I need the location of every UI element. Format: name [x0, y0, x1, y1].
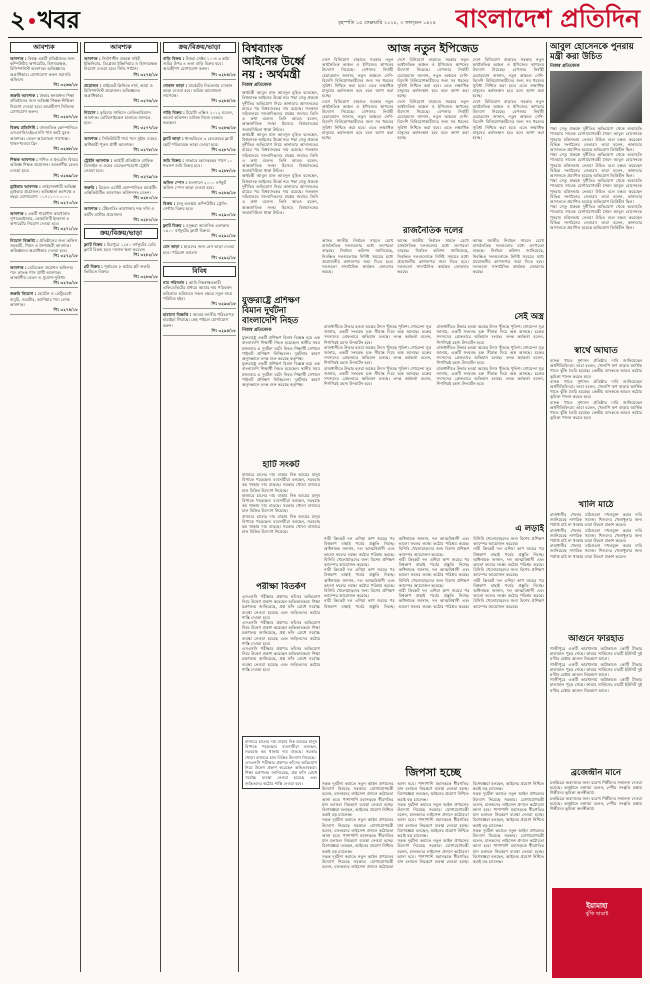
classified-ad-code: পি: ৩২৮৪/১৮ — [211, 71, 236, 77]
classified-ads-list — [84, 242, 158, 282]
classified-ad — [84, 158, 158, 182]
story-headline: পরীক্ষা বিতর্কণ — [256, 582, 306, 592]
story-body: রাজধানীর খেলার মাঠগুলো দখলমুক্ত করার দাবি জানিয়েছে নাগরিক সমাজ। শিশুদের খেলাধুলার জন্য পর্যাপ্ত মাঠ না থাকায় তারা উদ্বেগ প্রকাশ করেন। — [550, 512, 642, 528]
story-us-plane — [242, 296, 320, 456]
classified-ad-body: লাইসেন্সধারী অভিজ্ঞ ড্রাইভার প্রয়োজন। অভিজ্ঞতা কমপক্ষে ৫ বছর। যোগাযোগ: ০১৭১১-০০০০০০ — [10, 184, 76, 200]
story-headline: এ লড়াই — [515, 524, 544, 534]
section-name: খবর — [37, 5, 80, 34]
classified-ad-code: পি: ৩২৯০/১৮ — [211, 211, 236, 217]
advert-subtitle: ঝুঁকি ছাড়াই — [585, 911, 609, 917]
classified-ads-list — [84, 56, 158, 225]
issue-date: ১৫ ফেব্রুয়ারি ২০১৮, ৩ ফাল্গুন ১৪২৪ — [355, 20, 436, 26]
story-body: আসন্ন জাতীয় নির্বাচন সামনে রেখে রাজনৈতিক দলগুলোর মধ্যে তৎপরতা বাড়ছে। নির্বাচন কমিশন জানিয়েছে, নিবন্ধিত দলগুলোকে নির্দিষ্ট সময়ের মধ্যে প্রয়োজনীয় কাগজপত্র জমা দিতে হবে। দলগুলো সাংগঠনিক কার্যক্রম জোরদার করছে। — [397, 238, 469, 275]
classifieds-subheader: ক্রয়/বিক্রয়/ভাড়া — [84, 228, 158, 239]
story-body: সড়ক দুর্ঘটনা কমাতে নতুন আইন প্রণয়নের উদ্যোগ নিয়েছে সরকার। যোগাযোগমন্ত্রী বলেন, চালকদের লাইসেন্স প্রদানে কঠোরতা আনা হবে। পাশাপাশি মহাসড়কে ধীরগতির যান চলাচল নিয়ন্ত্রণে ব্যবস্থা নেওয়া হচ্ছে। বিশেষজ্ঞরা বলছেন, আইনের প্রয়োগ নিশ্চিত করাই বড় চ্যালেঞ্জ। — [472, 791, 544, 828]
classified-ad-body: গণিত ও ইংরেজি বিষয়ে অভিজ্ঞ শিক্ষক প্রয়োজন। আকর্ষণীয় বেতন দেওয়া হবে। — [10, 157, 78, 173]
classified-ad-title: বিক্রয় : — [163, 201, 176, 207]
classified-ad — [163, 223, 236, 242]
classified-ad-title: নিয়োগ : — [84, 109, 99, 115]
story-body: ব্যাংক খাতে সুশাসন প্রতিষ্ঠার দাবি জানিয়েছেন অর্থনীতিবিদরা। তারা বলেন, খেলাপি ঋণ বাড়ায় আর্থিক খাতে ঝুঁকি তৈরি হয়েছে। কেন্দ্রীয় ব্যাংককে আরও কঠোর ভূমিকা পালন করতে হবে। — [550, 399, 642, 421]
classified-ad-code: পি: ৩২৯৩/১৮ — [211, 300, 236, 306]
classified-ad-title: অফিস স্পেস : — [163, 179, 187, 185]
classified-ads-list — [10, 56, 78, 315]
classifieds-header: আবশ্যক — [10, 42, 78, 53]
classified-ad — [163, 201, 236, 220]
classifieds-subheader: বিবিধ — [163, 266, 236, 277]
classified-ad-body: আমার জাতীয় পরিচয়পত্র হারাইয়া গিয়াছে। কেহ পাইলে যোগাযোগ করুন। — [163, 312, 234, 328]
story-body: পদ্মা সেতু প্রকল্পে দুর্নীতির অভিযোগ থেকে অব্যাহতি পাওয়ায় সাবেক যোগাযোগমন্ত্রী সৈয়দ আবুল হোসেনকে পুনরায় মন্ত্রিসভায় নেওয়া উচিত বলে মন্তব্য করেছেন বিভিন্ন সংগঠনের নেতারা। তারা বলেন, কানাডার আদালতে প্রমাণিত হয়েছে অভিযোগ ভিত্তিহীন ছিল। — [550, 204, 642, 231]
classifieds-column-2 — [84, 42, 158, 976]
story-body: গাজীপুরে একটি কারখানায় অগ্নিকাণ্ডে কোটি টাকার মালামাল পুড়ে গেছে। ফায়ার সার্ভিসের চারটি ইউনিট দুই ঘণ্টার চেষ্টায় আগুন নিয়ন্ত্রণে আনে। — [550, 646, 642, 662]
classified-ad-code: পি: ৩২৯৪/১৮ — [211, 327, 236, 333]
classified-ad-body: উত্তরা সেক্টর ১০-এ ৩ কাঠা জমির উপর ৪ তলা বাড়ি বিক্রয় হবে। আগ্রহীগণ যোগাযোগ করুন। — [163, 56, 230, 72]
classified-ad — [84, 83, 158, 107]
classified-ad — [10, 184, 78, 208]
yamaha-advert[interactable] — [552, 888, 642, 978]
classified-ad — [84, 136, 158, 155]
story-byline: নিজস্ব প্রতিবেদক — [242, 83, 272, 88]
story-body: নারী ক্রিকেট দল এশিয়া কাপ জয়ের পর বিশ্বকাপ বাছাই পর্বের প্রস্তুতি নিচ্ছে। অধিনায়ক জানান, দল আত্মবিশ্বাসী এবং ভালো ফলের লক্ষ্যে কঠোর পরিশ্রম করছে। বিসিবি খেলোয়াড়দের জন্য বিশেষ প্রশিক্ষণ ক্যাম্পের আয়োজন করেছে। — [324, 536, 395, 568]
story-worldbank — [242, 42, 318, 292]
classified-ad-title: প্লট বিক্রয় : — [84, 263, 103, 269]
story-headline: যুক্তরাষ্ট্রে প্রশিক্ষণ বিমান দুর্ঘটনা বাংলাদেশি নিহত — [242, 296, 300, 326]
classified-ad-title: ফ্ল্যাট বিক্রয় : — [84, 242, 106, 248]
story-body: দেশে বিনিয়োগ বাড়াতে সরকার নতুন অর্থনৈতিক অঞ্চল ও ইপিজেড স্থাপনের উদ্যোগ নিয়েছে। বেপজার নির্বাহী চেয়ারম্যান জানান, নতুন অঞ্চলে দেশি-বিদেশি বিনিয়োগকারীদের জন্য সব ধরনের সুবিধা নিশ্চিত করা হবে। এতে লক্ষাধিক মানুষের কর্মসংস্থান হবে বলে আশা করা হচ্ছে। — [472, 98, 544, 141]
classified-ad-body: বসুন্ধরা আবাসিক এলাকায় ১৬০০ বর্গফুটের ফ্ল্যাট বিক্রয়। — [163, 222, 229, 234]
story-body: সড়ক দুর্ঘটনা কমাতে নতুন আইন প্রণয়নের উদ্যোগ নিয়েছে সরকার। যোগাযোগমন্ত্রী বলেন, চালকদের লাইসেন্স প্রদানে কঠোরতা আনা হবে। পাশাপাশি মহাসড়কে ধীরগতির যান চলাচল নিয়ন্ত্রণে ব্যবস্থা নেওয়া হচ্ছে। বিশেষজ্ঞরা বলছেন, আইনের প্রয়োগ নিশ্চিত করাই বড় চ্যালেঞ্জ। — [472, 827, 544, 865]
classified-ad-code: পি: ৩২৭৮/১৮ — [133, 146, 158, 152]
story-body: সড়ক দুর্ঘটনা কমাতে নতুন আইন প্রণয়নের উদ্যোগ নিয়েছে সরকার। যোগাযোগমন্ত্রী বলেন, চালকদের লাইসেন্স প্রদানে কঠোরতা আনা হবে। পাশাপাশি মহাসড়কে ধীরগতির যান চলাচল নিয়ন্ত্রণে ব্যবস্থা নেওয়া হচ্ছে। বিশেষজ্ঞরা বলছেন, আইনের প্রয়োগ নিশ্চিত করাই বড় চ্যালেঞ্জ। — [397, 801, 469, 839]
story-headline: আবুল হোসেনকে পুনরায় মন্ত্রী করা উচিত — [550, 42, 634, 62]
classified-ads-list — [163, 56, 236, 263]
classified-ad-code: পি: ৩২৯১/১৮ — [211, 233, 236, 239]
story-crisis — [242, 460, 320, 578]
story-body: পদ্মা সেতু প্রকল্পে দুর্নীতির অভিযোগ থেকে অব্যাহতি পাওয়ায় সাবেক যোগাযোগমন্ত্রী সৈয়দ আবুল হোসেনকে পুনরায় মন্ত্রিসভায় নেওয়া উচিত বলে মন্তব্য করেছেন বিভিন্ন সংগঠনের নেতারা। তারা বলেন, কানাডার আদালতে প্রমাণিত হয়েছে অভিযোগ ভিত্তিহীন ছিল। — [550, 126, 642, 153]
story-body: রাজধানীর খেলার মাঠগুলো দখলমুক্ত করার দাবি জানিয়েছে নাগরিক সমাজ। শিশুদের খেলাধুলার জন্য পর্যাপ্ত মাঠ না থাকায় তারা উদ্বেগ প্রকাশ করেন। — [550, 543, 642, 559]
story-headline: সেই অস্ত্র — [514, 312, 544, 322]
classified-ad-body: রিয়েল এস্টেট কোম্পানিতে মার্কেটিং এক্সিকিউটিভ আবশ্যক। কমিশনসহ বেতন। — [84, 184, 157, 196]
story-honour — [550, 768, 642, 884]
column-divider — [80, 42, 81, 972]
classified-ad-code: পি: ৩২৭৭/১৮ — [133, 125, 158, 131]
story-body: গাজীপুরে একটি কারখানায় অগ্নিকাণ্ডে কোটি টাকার মালামাল পুড়ে গেছে। ফায়ার সার্ভিসের চারটি ইউনিট দুই ঘণ্টার চেষ্টায় আগুন নিয়ন্ত্রণে আনে। — [550, 677, 642, 693]
classified-ad — [84, 110, 158, 134]
classified-ad-code: পি: ৩২৬৮/১৮ — [53, 146, 78, 152]
column-divider — [238, 42, 239, 972]
story-body: রাজধানীতে উদ্ধার হওয়া অস্ত্রের উৎস খুঁজছে পুলিশ। গোয়েন্দা সূত্র জানায়, একটি সংঘবদ্ধ চক্র সীমান্ত দিয়ে অস্ত্র আনছে। চক্রের সদস্যদের গ্রেফতারে অভিযান চলছে। তদন্ত কর্মকর্তা বলেন, শিগগিরই রহস্য উদঘাটন হবে। — [436, 324, 544, 345]
classified-ad-title: ড্রাইভার আবশ্যক : — [10, 184, 41, 190]
classified-ad-code: পি: ৩২৮৩/১৮ — [133, 274, 158, 280]
classified-ad — [10, 56, 78, 90]
story-body: নারী ক্রিকেট দল এশিয়া কাপ জয়ের পর বিশ্বকাপ বাছাই পর্বের প্রস্তুতি নিচ্ছে। অধিনায়ক জানান, দল আত্মবিশ্বাসী এবং ভালো ফলের লক্ষ্যে কঠোর পরিশ্রম করছে। বিসিবি খেলোয়াড়দের জন্য বিশেষ প্রশিক্ষণ ক্যাম্পের আয়োজন করেছে। — [473, 546, 544, 578]
story-body: অর্থমন্ত্রী আবুল মাল আবদুল মুহিত বলেছেন, বিশ্বব্যাংক আইনের উর্ধ্বে নয়। পদ্মা সেতু প্রকল্পে দুর্নীতির অভিযোগ নিয়ে কানাডার আদালতের রায়ের পর বিশ্বব্যাংকের দায় রয়েছে। গতকাল সচিবালয়ে সাংবাদিকদের প্রশ্নের জবাবে তিনি এ কথা বলেন। তিনি আরও বলেন, আন্তর্জাতিক সংস্থা হিসেবে বিশ্বব্যাংকের জবাবদিহিতা থাকা উচিত। — [242, 173, 318, 215]
story-body: বাজারে চালের দাম বাড়ায় নিম্ন আয়ের মানুষ বিপাকে পড়েছেন। ব্যবসায়ীরা বলছেন, সরবরাহ কম থাকায় দাম বাড়ছে। সরকার খোলা বাজারে চাল বিক্রির উদ্যোগ নিয়েছে। — [242, 472, 320, 493]
story-interest — [550, 346, 642, 496]
classified-ad-code: পি: ৩২৭২/১৮ — [53, 253, 78, 259]
story-abul-hossain — [550, 42, 642, 342]
classified-ad-title: আবশ্যক : — [10, 56, 27, 61]
story-body: যুক্তরাষ্ট্রে একটি প্রশিক্ষণ বিমান বিধ্বস্ত হয়ে এক বাংলাদেশি শিক্ষার্থী নিহত হয়েছেন। স্থানীয় সময় মঙ্গলবার এ দুর্ঘটনা ঘটে। নিহত শিক্ষার্থী সেখানে পাইলট প্রশিক্ষণ নিচ্ছিলেন। দুর্ঘটনার কারণ অনুসন্ধানে তদন্ত শুরু করেছে কর্তৃপক্ষ। — [242, 361, 320, 388]
story-body: দেশে বিনিয়োগ বাড়াতে সরকার নতুন অর্থনৈতিক অঞ্চল ও ইপিজেড স্থাপনের উদ্যোগ নিয়েছে। বেপজার নির্বাহী চেয়ারম্যান জানান, নতুন অঞ্চলে দেশি-বিদেশি বিনিয়োগকারীদের জন্য সব ধরনের সুবিধা নিশ্চিত করা হবে। এতে লক্ষাধিক মানুষের কর্মসংস্থান হবে বলে আশা করা হচ্ছে। — [472, 57, 544, 99]
classified-ad — [10, 211, 78, 235]
story-body: নারী ক্রিকেট দল এশিয়া কাপ জয়ের পর বিশ্বকাপ বাছাই পর্বের প্রস্তুতি নিচ্ছে। অধিনায়ক জানান, দল আত্মবিশ্বাসী এবং ভালো ফলের লক্ষ্যে কঠোর পরিশ্রম করছে। বিসিবি খেলোয়াড়দের জন্য বিশেষ প্রশিক্ষণ ক্যাম্পের আয়োজন করেছে। — [324, 536, 470, 609]
story-body: নারী ক্রিকেট দল এশিয়া কাপ জয়ের পর বিশ্বকাপ বাছাই পর্বের প্রস্তুতি নিচ্ছে। অধিনায়ক জানান, দল আত্মবিশ্বাসী এবং ভালো ফলের লক্ষ্যে কঠোর পরিশ্রম করছে। বিসিবি খেলোয়াড়দের জন্য বিশেষ প্রশিক্ষণ ক্যাম্পের আয়োজন করেছে। — [473, 577, 544, 609]
classified-ad — [10, 157, 78, 181]
story-headline: বিশ্বব্যাংক আইনের উর্ধ্বে নয় : অর্থমন্ত্রী — [242, 42, 305, 81]
classified-ad-title: জরুরি নিয়োগ : — [10, 291, 37, 297]
classified-ad-title: ট্রেইনি আবশ্যক : — [84, 158, 113, 164]
classified-ad-body: পূর্বাচলে ৫ কাঠার প্লট জরুরি ভিত্তিতে বিক্রয়। — [84, 263, 151, 274]
classified-ad-body: গুলশানে ২০০০ বর্গফুট অফিস স্পেস ভাড়া দেওয়া হবে। — [163, 179, 227, 190]
classified-ad-code: পি: ৩২৮২/১৮ — [133, 252, 158, 258]
story-body: চলচ্চিত্রে অবদানের জন্য বরেণ্য শিল্পীদের সম্মাননা দেওয়া হয়েছে। অনুষ্ঠানে বক্তারা বলেন, দেশীয় সংস্কৃতি রক্ষায় শিল্পীদের ভূমিকা অনস্বীকার্য। — [550, 795, 642, 812]
classified-ad-title: জমি বিক্রয় : — [163, 158, 184, 164]
classifieds-header: ক্রয়/বিক্রয়/ভাড়া — [163, 42, 236, 53]
classifieds-column-1 — [10, 42, 78, 976]
classified-ad — [163, 136, 236, 155]
classified-ad-body: ছাত্রদের জন্য মেস ভাড়া দেওয়া হবে। পরিবেশ ভালো। — [163, 244, 235, 255]
story-body: অর্থমন্ত্রী আবুল মাল আবদুল মুহিত বলেছেন, বিশ্বব্যাংক আইনের উর্ধ্বে নয়। পদ্মা সেতু প্রকল্পে দুর্নীতির অভিযোগ নিয়ে কানাডার আদালতের রায়ের পর বিশ্বব্যাংকের দায় রয়েছে। গতকাল সচিবালয়ে সাংবাদিকদের প্রশ্নের জবাবে তিনি এ কথা বলেন। তিনি আরও বলেন, আন্তর্জাতিক সংস্থা হিসেবে বিশ্বব্যাংকের জবাবদিহিতা থাকা উচিত। — [242, 131, 318, 174]
separator-dot-icon — [29, 18, 35, 24]
story-body: সড়ক দুর্ঘটনা কমাতে নতুন আইন প্রণয়নের উদ্যোগ নিয়েছে সরকার। যোগাযোগমন্ত্রী বলেন, চালকদের লাইসেন্স প্রদানে কঠোরতা আনা হবে। পাশাপাশি মহাসড়কে ধীরগতির যান চলাচল নিয়ন্ত্রণে ব্যবস্থা নেওয়া হচ্ছে। বিশেষজ্ঞরা বলছেন, আইনের প্রয়োগ নিশ্চিত করাই বড় চ্যালেঞ্জ। — [322, 781, 469, 870]
classified-ad — [84, 206, 158, 225]
classified-ad-code: পি: ৩২৮১/১৮ — [133, 216, 158, 222]
classified-ad-title: জরুরি : — [84, 184, 98, 190]
page-number-value: ২ — [10, 5, 26, 34]
classified-ad-title: নিয়োগ বিজ্ঞপ্তি : — [10, 237, 38, 243]
classified-ad-title: দোকান ভাড়া : — [163, 82, 188, 88]
classified-ad-code: পি: ৩২৭৪/১৮ — [53, 306, 78, 312]
story-body: দেশে বিনিয়োগ বাড়াতে সরকার নতুন অর্থনৈতিক অঞ্চল ও ইপিজেড স্থাপনের উদ্যোগ নিয়েছে। বেপজার নির্বাহী চেয়ারম্যান জানান, নতুন অঞ্চলে দেশি-বিদেশি বিনিয়োগকারীদের জন্য সব ধরনের সুবিধা নিশ্চিত করা হবে। এতে লক্ষাধিক মানুষের কর্মসংস্থান হবে বলে আশা করা হচ্ছে। — [322, 98, 394, 141]
classified-ad-title: আবশ্যক : — [84, 136, 101, 142]
story-road-law — [242, 766, 544, 976]
classified-ad-body: একটি গার্মেন্টস কারখানায় সুপারভাইজার, কোয়ালিটি ইনচার্জ ও অপারেটর নিয়োগ দেওয়া হবে। — [10, 210, 70, 227]
story-body: এসএসসি পরীক্ষার প্রশ্নপত্র ফাঁসের অভিযোগ নিয়ে উদ্বেগ প্রকাশ করেছেন অভিভাবকরা। শিক্ষা মন্ত্রণালয় জানিয়েছে, প্রশ্ন ফাঁস রোধে সর্বোচ্চ ব্যবস্থা নেওয়া হয়েছে এবং জড়িতদের কঠোর শাস্তি দেওয়া হবে। — [242, 620, 320, 646]
story-body: নারী ক্রিকেট দল এশিয়া কাপ জয়ের পর বিশ্বকাপ বাছাই পর্বের প্রস্তুতি নিচ্ছে। অধিনায়ক জানান, দল আত্মবিশ্বাসী এবং ভালো ফলের লক্ষ্যে কঠোর পরিশ্রম করছে। বিসিবি খেলোয়াড়দের জন্য বিশেষ প্রশিক্ষণ ক্যাম্পের আয়োজন করেছে। — [398, 556, 470, 588]
classified-ad-code: পি: ৩২৭৩/১৮ — [53, 280, 78, 286]
dateline — [338, 20, 436, 26]
classified-ad-body: আমি নিম্নস্বাক্ষরকারী এফিডেভিটের মাধ্যমে আমার নাম পরিবর্তন করিলাম। ভবিষ্যতে সকল ক্ষেত্রে নতুন নামে পরিচিত হইব। — [163, 280, 233, 301]
classified-ad — [10, 93, 78, 122]
story-body: গাজীপুরে একটি কারখানায় অগ্নিকাণ্ডে কোটি টাকার মালামাল পুড়ে গেছে। ফায়ার সার্ভিসের চারটি ইউনিট দুই ঘণ্টার চেষ্টায় আগুন নিয়ন্ত্রণে আনে। — [550, 661, 642, 678]
story-byline: নিজস্ব প্রতিবেদক — [550, 64, 580, 69]
classified-ad-title: মেস ভাড়া : — [163, 244, 183, 250]
classified-ad-body: সাভারে মহাসড়কের পাশে ১০ শতাংশ জমি বিক্রয় হবে। — [163, 158, 233, 169]
classified-ad-code: পি: ৩২৮৬/১৮ — [211, 125, 236, 131]
story-body: পদ্মা সেতু প্রকল্পে দুর্নীতির অভিযোগ থেকে অব্যাহতি পাওয়ায় সাবেক যোগাযোগমন্ত্রী সৈয়দ আবুল হোসেনকে পুনরায় মন্ত্রিসভায় নেওয়া উচিত বলে মন্তব্য করেছেন বিভিন্ন সংগঠনের নেতারা। তারা বলেন, কানাডার আদালতে প্রমাণিত হয়েছে অভিযোগ ভিত্তিহীন ছিল। — [550, 152, 642, 179]
classified-ad-code: পি: ৩২৮৯/১৮ — [211, 190, 236, 196]
classified-ad-code: পি: ৩২৭৬/১৮ — [133, 98, 158, 104]
classified-ad-title: আবশ্যক : — [10, 210, 27, 216]
story-body: চলচ্চিত্রে অবদানের জন্য বরেণ্য শিল্পীদের সম্মাননা দেওয়া হয়েছে। অনুষ্ঠানে বক্তারা বলেন, দেশীয় সংস্কৃতি রক্ষায় শিল্পীদের ভূমিকা অনস্বীকার্য। — [550, 780, 642, 796]
classified-ad-title: বিক্রয় প্রতিনিধি : — [10, 125, 39, 131]
classified-ad-title: ফ্ল্যাট ভাড়া : — [163, 136, 184, 142]
classified-ad-code: পি: ৩২৭৯/১৮ — [133, 173, 158, 179]
classified-ad-body: ধানমন্ডিতে ৩ বেডরুমের ফ্ল্যাট ছোট পরিবারকে ভাড়া দেওয়া হবে। — [163, 136, 233, 147]
classified-ad-code: পি: ৩২৭০/১৮ — [53, 199, 78, 205]
classified-ad-body: মিরপুরে ১২৫০ বর্গফুটের রেডি ফ্ল্যাট বিক্রয় হবে। দালাল ক্ষমা করবেন। — [84, 242, 157, 253]
story-fire — [550, 634, 642, 764]
story-body: রাজধানীতে উদ্ধার হওয়া অস্ত্রের উৎস খুঁজছে পুলিশ। গোয়েন্দা সূত্র জানায়, একটি সংঘবদ্ধ চক্র সীমান্ত দিয়ে অস্ত্র আনছে। চক্রের সদস্যদের গ্রেফতারে অভিযান চলছে। তদন্ত কর্মকর্তা বলেন, শিগগিরই রহস্য উদঘাটন হবে। — [436, 344, 544, 366]
classified-ad-title: নাম পরিবর্তন : — [163, 280, 188, 286]
classified-ad-code: পি: ৩২৬৬/১৮ — [53, 82, 78, 88]
classified-ad-title: হারানো বিজ্ঞপ্তি : — [163, 312, 192, 318]
story-body: বাজারে চালের দাম বাড়ায় নিম্ন আয়ের মানুষ বিপাকে পড়েছেন। ব্যবসায়ীরা বলছেন, সরবরাহ কম থাকায় দাম বাড়ছে। সরকার খোলা বাজারে চাল বিক্রির উদ্যোগ নিয়েছে। — [245, 739, 317, 760]
classified-ad-body: ঢাকার স্বনামধন্য শিক্ষা প্রতিষ্ঠানের জন্য অভিজ্ঞ শিক্ষক-শিক্ষিকা নিয়োগ দেওয়া হবে। আগ্রহীগণ সিভিসহ যোগাযোগ করুন। — [10, 93, 75, 114]
story-body: পদ্মা সেতু প্রকল্পে দুর্নীতির অভিযোগ থেকে অব্যাহতি পাওয়ায় সাবেক যোগাযোগমন্ত্রী সৈয়দ আবুল হোসেনকে পুনরায় মন্ত্রিসভায় নেওয়া উচিত বলে মন্তব্য করেছেন বিভিন্ন সংগঠনের নেতারা। তারা বলেন, কানাডার আদালতে প্রমাণিত হয়েছে অভিযোগ ভিত্তিহীন ছিল। — [550, 178, 642, 205]
classified-ads-list — [163, 280, 236, 336]
classified-ad — [10, 291, 78, 315]
story-body: সড়ক দুর্ঘটনা কমাতে নতুন আইন প্রণয়নের উদ্যোগ নিয়েছে সরকার। যোগাযোগমন্ত্রী বলেন, চালকদের লাইসেন্স প্রদানে কঠোরতা আনা হবে। পাশাপাশি মহাসড়কে ধীরগতির যান চলাচল নিয়ন্ত্রণে ব্যবস্থা নেওয়া হচ্ছে। বিশেষজ্ঞরা বলছেন, আইনের প্রয়োগ নিশ্চিত করাই বড় চ্যালেঞ্জ। — [322, 817, 394, 854]
story-epz — [322, 42, 544, 222]
classified-ad — [163, 180, 236, 199]
story-body: যুক্তরাষ্ট্রে একটি প্রশিক্ষণ বিমান বিধ্বস্ত হয়ে এক বাংলাদেশি শিক্ষার্থী নিহত হয়েছেন। স্থানীয় সময় মঙ্গলবার এ দুর্ঘটনা ঘটে। নিহত শিক্ষার্থী সেখানে পাইলট প্রশিক্ষণ নিচ্ছিলেন। দুর্ঘটনার কারণ অনুসন্ধানে তদন্ত শুরু করেছে কর্তৃপক্ষ। — [242, 335, 320, 362]
story-body: সড়ক দুর্ঘটনা কমাতে নতুন আইন প্রণয়নের উদ্যোগ নিয়েছে সরকার। যোগাযোগমন্ত্রী বলেন, চালকদের লাইসেন্স প্রদানে কঠোরতা আনা হবে। পাশাপাশি মহাসড়কে ধীরগতির যান চলাচল নিয়ন্ত্রণে ব্যবস্থা নেওয়া হচ্ছে। বিশেষজ্ঞরা বলছেন, আইনের প্রয়োগ নিশ্চিত করাই বড় চ্যালেঞ্জ। — [322, 781, 394, 818]
story-headline: রাজনৈতিক দলের — [403, 226, 463, 236]
story-political — [322, 226, 544, 310]
classified-ad-code: পি: ৩২৭৫/১৮ — [133, 71, 158, 77]
story-body: বাজারে চালের দাম বাড়ায় নিম্ন আয়ের মানুষ বিপাকে পড়েছেন। ব্যবসায়ীরা বলছেন, সরবরাহ কম থাকায় দাম বাড়ছে। সরকার খোলা বাজারে চাল বিক্রির উদ্যোগ নিয়েছে। — [242, 513, 320, 535]
classified-ad-title: শিক্ষক আবশ্যক : — [10, 157, 38, 163]
classified-ad-title: গাড়ি বিক্রয় : — [163, 109, 185, 115]
classified-ad-title: আবশ্যক : — [84, 206, 101, 212]
news-photo — [550, 71, 642, 123]
classified-ad-body: টয়োটা এক্সিও ২০১২ মডেল, ভালো কন্ডিশন। মালিক নিজে ব্যবহার করছেন। — [163, 109, 234, 126]
classified-ad-body: কুরিয়ার সার্ভিসে ডেলিভারিম্যান আবশ্যক। মোটরসাইকেল চালাতে জানতে হবে। — [84, 109, 151, 126]
story-body: এসএসসি পরীক্ষার প্রশ্নপত্র ফাঁসের অভিযোগ নিয়ে উদ্বেগ প্রকাশ করেছেন অভিভাবকরা। শিক্ষা মন্ত্রণালয় জানিয়েছে, প্রশ্ন ফাঁস রোধে সর্বোচ্চ ব্যবস্থা নেওয়া হয়েছে এবং জড়িতদের কঠোর শাস্তি দেওয়া হবে। — [242, 646, 320, 672]
classified-ad — [163, 312, 236, 336]
newspaper-logo: বাংলাদেশ প্রতিদিন — [455, 4, 640, 33]
classified-ad-body: বহুজাতিক কোম্পানিতে এসএসসি/এইচএসসি পাস কর্মঠ যুবক আবশ্যক। বেতন আলোচনা সাপেক্ষে। থাকা-খাওয়া ফ্রি। — [10, 125, 78, 146]
story-body: দেশে বিনিয়োগ বাড়াতে সরকার নতুন অর্থনৈতিক অঞ্চল ও ইপিজেড স্থাপনের উদ্যোগ নিয়েছে। বেপজার নির্বাহী চেয়ারম্যান জানান, নতুন অঞ্চলে দেশি-বিদেশি বিনিয়োগকারীদের জন্য সব ধরনের সুবিধা নিশ্চিত করা হবে। এতে লক্ষাধিক মানুষের কর্মসংস্থান হবে বলে আশা করা হচ্ছে। — [397, 57, 469, 99]
story-body: ব্যাংক খাতে সুশাসন প্রতিষ্ঠার দাবি জানিয়েছেন অর্থনীতিবিদরা। তারা বলেন, খেলাপি ঋণ বাড়ায় আর্থিক খাতে ঝুঁকি তৈরি হয়েছে। কেন্দ্রীয় ব্যাংককে আরও কঠোর ভূমিকা পালন করতে হবে। — [550, 378, 642, 400]
classified-ad-body: আইটি প্রতিষ্ঠানে গ্রাফিক ডিজাইন ও ওয়েব ডেভেলপমেন্টে ট্রেইনি নেওয়া হবে। — [84, 158, 154, 174]
story-headline: স্বার্থে আঘাত — [574, 346, 618, 356]
story-headline: আজ নতুন ইপিজেড — [387, 42, 479, 55]
story-body: রাজধানীতে উদ্ধার হওয়া অস্ত্রের উৎস খুঁজছে পুলিশ। গোয়েন্দা সূত্র জানায়, একটি সংঘবদ্ধ চক্র সীমান্ত দিয়ে অস্ত্র আনছে। চক্রের সদস্যদের গ্রেফতারে অভিযান চলছে। তদন্ত কর্মকর্তা বলেন, শিগগিরই রহস্য উদঘাটন হবে। — [324, 344, 432, 366]
story-body: অর্থমন্ত্রী আবুল মাল আবদুল মুহিত বলেছেন, বিশ্বব্যাংক আইনের উর্ধ্বে নয়। পদ্মা সেতু প্রকল্পে দুর্নীতির অভিযোগ নিয়ে কানাডার আদালতের রায়ের পর বিশ্বব্যাংকের দায় রয়েছে। গতকাল সচিবালয়ে সাংবাদিকদের প্রশ্নের জবাবে তিনি এ কথা বলেন। তিনি আরও বলেন, আন্তর্জাতিক সংস্থা হিসেবে বিশ্বব্যাংকের জবাবদিহিতা থাকা উচিত। — [242, 90, 318, 132]
classified-ad-body: চালু অবস্থায় কম্পিউটার ট্রেনিং সেন্টার বিক্রয় হবে। — [163, 201, 227, 212]
classified-ad-title: আবশ্যক : — [84, 56, 101, 61]
classified-ad-title: ফ্ল্যাট বিক্রয় : — [163, 222, 185, 228]
story-body: আসন্ন জাতীয় নির্বাচন সামনে রেখে রাজনৈতিক দলগুলোর মধ্যে তৎপরতা বাড়ছে। নির্বাচন কমিশন জানিয়েছে, নিবন্ধিত দলগুলোকে নির্দিষ্ট সময়ের মধ্যে প্রয়োজনীয় কাগজপত্র জমা দিতে হবে। দলগুলো সাংগঠনিক কার্যক্রম জোরদার করছে। — [472, 238, 544, 275]
story-body: নারী ক্রিকেট দল এশিয়া কাপ জয়ের পর বিশ্বকাপ বাছাই পর্বের প্রস্তুতি নিচ্ছে। অধিনায়ক জানান, দল আত্মবিশ্বাসী এবং ভালো ফলের লক্ষ্যে কঠোর পরিশ্রম করছে। বিসিবি খেলোয়াড়দের জন্য বিশেষ প্রশিক্ষণ ক্যাম্পের আয়োজন করেছে। — [398, 536, 544, 609]
classified-ad-body: মেডিকেল প্রমোশন অফিসার পদে স্নাতক পাস প্রার্থী আবশ্যক। আকর্ষণীয় বেতন ও সুযোগ-সুবিধা। — [10, 264, 74, 280]
classifieds-column-3 — [163, 42, 236, 976]
story-headline: ব্রজেন্দ্রীন মানে — [570, 768, 622, 778]
story-headline: খালি মাঠে — [578, 500, 614, 510]
story-body: আসন্ন জাতীয় নির্বাচন সামনে রেখে রাজনৈতিক দলগুলোর মধ্যে তৎপরতা বাড়ছে। নির্বাচন কমিশন জানিয়েছে, নিবন্ধিত দলগুলোকে নির্দিষ্ট সময়ের মধ্যে প্রয়োজনীয় কাগজপত্র জমা দিতে হবে। দলগুলো সাংগঠনিক কার্যক্রম জোরদার করছে। — [322, 238, 394, 275]
classified-ad-title: জরুরি আবশ্যক : — [10, 93, 39, 99]
classified-ad — [10, 125, 78, 154]
story-body: বাজারে চালের দাম বাড়ায় নিম্ন আয়ের মানুষ বিপাকে পড়েছেন। ব্যবসায়ীরা বলছেন, সরবরাহ কম থাকায় দাম বাড়ছে। সরকার খোলা বাজারে চাল বিক্রির উদ্যোগ নিয়েছে। — [242, 492, 320, 514]
classified-ad-code: পি: ৩২৮৮/১৮ — [211, 168, 236, 174]
classified-ad-code: পি: ৩২৭১/১৮ — [53, 226, 78, 232]
classified-ad — [163, 83, 236, 107]
story-empty-field — [550, 500, 642, 630]
advert-title: ইয়ামাহা — [586, 902, 608, 910]
story-exam — [242, 582, 320, 732]
story-byline: নিজস্ব প্রতিবেদক — [242, 328, 272, 333]
story-headline: হাটি সংকট — [262, 460, 300, 470]
classifieds-header: আবশ্যক — [84, 42, 158, 53]
classified-ad-code: পি: ৩২৮৫/১৮ — [211, 98, 236, 104]
classified-ad — [84, 264, 158, 283]
classified-ad-code: পি: ৩২৯২/১৮ — [211, 254, 236, 260]
masthead — [8, 4, 642, 38]
column-divider — [160, 42, 161, 972]
classified-ad-code: পি: ৩২৬৯/১৮ — [53, 172, 78, 178]
story-body: এসএসসি পরীক্ষার প্রশ্নপত্র ফাঁসের অভিযোগ নিয়ে উদ্বেগ প্রকাশ করেছেন অভিভাবকরা। শিক্ষা মন্ত্রণালয় জানিয়েছে, প্রশ্ন ফাঁস রোধে সর্বোচ্চ ব্যবস্থা নেওয়া হয়েছে এবং জড়িতদের কঠোর শাস্তি দেওয়া হবে। — [242, 594, 320, 620]
classified-ad-body: বিশ্বস্ত একটি প্রতিষ্ঠানের জন্য কম্পিউটার অপারেটর, হিসাবরক্ষক, রিসিপশনিস্ট আবশ্যক। অভিজ্ঞদের অগ্রাধিকার। যোগাযোগ করুন সরাসরি অফিসে। — [10, 56, 75, 82]
story-fight — [324, 524, 544, 760]
story-body: রাজধানীতে উদ্ধার হওয়া অস্ত্রের উৎস খুঁজছে পুলিশ। গোয়েন্দা সূত্র জানায়, একটি সংঘবদ্ধ চক্র সীমান্ত দিয়ে অস্ত্র আনছে। চক্রের সদস্যদের গ্রেফতারে অভিযান চলছে। তদন্ত কর্মকর্তা বলেন, শিগগিরই রহস্য উদঘাটন হবে। — [324, 365, 432, 387]
classified-ad-title: আবশ্যক : — [10, 264, 27, 270]
classified-ad-code: পি: ৩২৮০/১৮ — [133, 195, 158, 201]
story-headline: জিপসা হচ্ছে — [405, 766, 461, 779]
classified-ad — [163, 56, 236, 80]
story-body: ব্যাংক খাতে সুশাসন প্রতিষ্ঠার দাবি জানিয়েছেন অর্থনীতিবিদরা। তারা বলেন, খেলাপি ঋণ বাড়ায় আর্থিক খাতে ঝুঁকি তৈরি হয়েছে। কেন্দ্রীয় ব্যাংককে আরও কঠোর ভূমিকা পালন করতে হবে। — [550, 358, 642, 379]
column-divider — [546, 42, 547, 972]
classified-ad-title: প্রয়োজন : — [84, 82, 102, 88]
classified-ad-body: প্রাইভেট ক্লিনিকে নার্স, আয়া ও রিসিপশনিস্ট প্রয়োজন। অভিজ্ঞদের অগ্রাধিকার। — [84, 82, 153, 99]
classified-ad — [163, 280, 236, 309]
classified-ad — [84, 185, 158, 204]
story-body: নারী ক্রিকেট দল এশিয়া কাপ জয়ের পর বিশ্বকাপ বাছাই পর্বের প্রস্তুতি নিচ্ছে। অধিনায়ক জানান, দল আত্মবিশ্বাসী এবং ভালো ফলের লক্ষ্যে কঠোর পরিশ্রম করছে। বিসিবি খেলোয়াড়দের জন্য বিশেষ প্রশিক্ষণ ক্যাম্পের আয়োজন করেছে। — [324, 567, 395, 599]
classified-ad — [10, 238, 78, 262]
story-body: রাজধানীতে উদ্ধার হওয়া অস্ত্রের উৎস খুঁজছে পুলিশ। গোয়েন্দা সূত্র জানায়, একটি সংঘবদ্ধ চক্র সীমান্ত দিয়ে অস্ত্র আনছে। চক্রের সদস্যদের গ্রেফতারে অভিযান চলছে। তদন্ত কর্মকর্তা বলেন, শিগগিরই রহস্য উদঘাটন হবে। — [436, 365, 544, 387]
story-body: রাজধানীতে উদ্ধার হওয়া অস্ত্রের উৎস খুঁজছে পুলিশ। গোয়েন্দা সূত্র জানায়, একটি সংঘবদ্ধ চক্র সীমান্ত দিয়ে অস্ত্র আনছে। চক্রের সদস্যদের গ্রেফতারে অভিযান চলছে। তদন্ত কর্মকর্তা বলেন, শিগগিরই রহস্য উদঘাটন হবে। — [324, 324, 432, 345]
story-headline: আগুনে ফারহাত — [568, 634, 624, 644]
classified-ad-body: প্রতিষ্ঠানের জন্য অফিস সহকারী, পিয়ন ও নৈশপ্রহরী আবশ্যক। অভিজ্ঞদের অগ্রাধিকার দেওয়া হবে। — [10, 237, 78, 254]
classified-ad — [84, 56, 158, 80]
classified-ad — [84, 242, 158, 261]
classified-ad-body: মার্কেটের নিচতলায় দোকান ভাড়া দেওয়া হবে। অগ্রিম আলোচনা সাপেক্ষে। — [163, 82, 233, 99]
classified-ad — [163, 110, 236, 134]
classified-ad-title: বাড়ি বিক্রয় : — [163, 56, 185, 61]
classified-ad-body: হোটেল ও রেস্টুরেন্টে বাবুর্চি, ওয়েটার, ক্যাশিয়ার পদে লোক আবশ্যক। — [10, 291, 72, 307]
classified-ad-body: নির্মাণাধীন প্রকল্পে সাইট ইঞ্জিনিয়ার, ডিপ্লোমা ইঞ্জিনিয়ার ও হিসাবরক্ষক নিয়োগ দেওয়া হবে। সিভি পাঠান। — [84, 56, 158, 72]
page-number — [10, 6, 80, 34]
classified-ad-code: পি: ৩২৮৭/১৮ — [211, 146, 236, 152]
classified-ad-body: সিকিউরিটি গার্ড পদে সুঠাম দেহের অধিকারী পুরুষ প্রার্থী আবশ্যক। — [84, 136, 157, 147]
story-body: সড়ক দুর্ঘটনা কমাতে নতুন আইন প্রণয়নের উদ্যোগ নিয়েছে সরকার। যোগাযোগমন্ত্রী বলেন, চালকদের লাইসেন্স প্রদানে কঠোরতা আনা হবে। পাশাপাশি মহাসড়কে ধীরগতির যান চলাচল নিয়ন্ত্রণে ব্যবস্থা নেওয়া হচ্ছে। বিশেষজ্ঞরা বলছেন, আইনের প্রয়োগ নিশ্চিত করাই বড় চ্যালেঞ্জ। — [397, 781, 544, 865]
classified-ad — [163, 158, 236, 177]
story-body: দেশে বিনিয়োগ বাড়াতে সরকার নতুন অর্থনৈতিক অঞ্চল ও ইপিজেড স্থাপনের উদ্যোগ নিয়েছে। বেপজার নির্বাহী চেয়ারম্যান জানান, নতুন অঞ্চলে দেশি-বিদেশি বিনিয়োগকারীদের জন্য সব ধরনের সুবিধা নিশ্চিত করা হবে। এতে লক্ষাধিক মানুষের কর্মসংস্থান হবে বলে আশা করা হচ্ছে। — [397, 98, 469, 141]
story-weapons — [324, 312, 544, 520]
classified-ad-code: পি: ৩২৬৭/১৮ — [53, 114, 78, 120]
day-name: বৃহস্পতি — [338, 20, 355, 26]
classified-ad — [163, 244, 236, 263]
story-body: এসএসসি পরীক্ষার প্রশ্নপত্র ফাঁসের অভিযোগ নিয়ে উদ্বেগ প্রকাশ করেছেন অভিভাবকরা। শিক্ষা মন্ত্রণালয় জানিয়েছে, প্রশ্ন ফাঁস রোধে সর্বোচ্চ ব্যবস্থা নেওয়া হয়েছে এবং জড়িতদের কঠোর শাস্তি দেওয়া হবে। — [245, 759, 317, 786]
classified-ad — [10, 265, 78, 289]
story-body: দেশে বিনিয়োগ বাড়াতে সরকার নতুন অর্থনৈতিক অঞ্চল ও ইপিজেড স্থাপনের উদ্যোগ নিয়েছে। বেপজার নির্বাহী চেয়ারম্যান জানান, নতুন অঞ্চলে দেশি-বিদেশি বিনিয়োগকারীদের জন্য সব ধরনের সুবিধা নিশ্চিত করা হবে। এতে লক্ষাধিক মানুষের কর্মসংস্থান হবে বলে আশা করা হচ্ছে। — [322, 57, 394, 99]
story-body: রাজধানীর খেলার মাঠগুলো দখলমুক্ত করার দাবি জানিয়েছে নাগরিক সমাজ। শিশুদের খেলাধুলার জন্য পর্যাপ্ত মাঠ না থাকায় তারা উদ্বেগ প্রকাশ করেন। — [550, 527, 642, 544]
classified-ad-body: টেইলারিং কারখানায় দক্ষ দর্জি ও কাটিং মাস্টার প্রয়োজন। — [84, 206, 155, 217]
